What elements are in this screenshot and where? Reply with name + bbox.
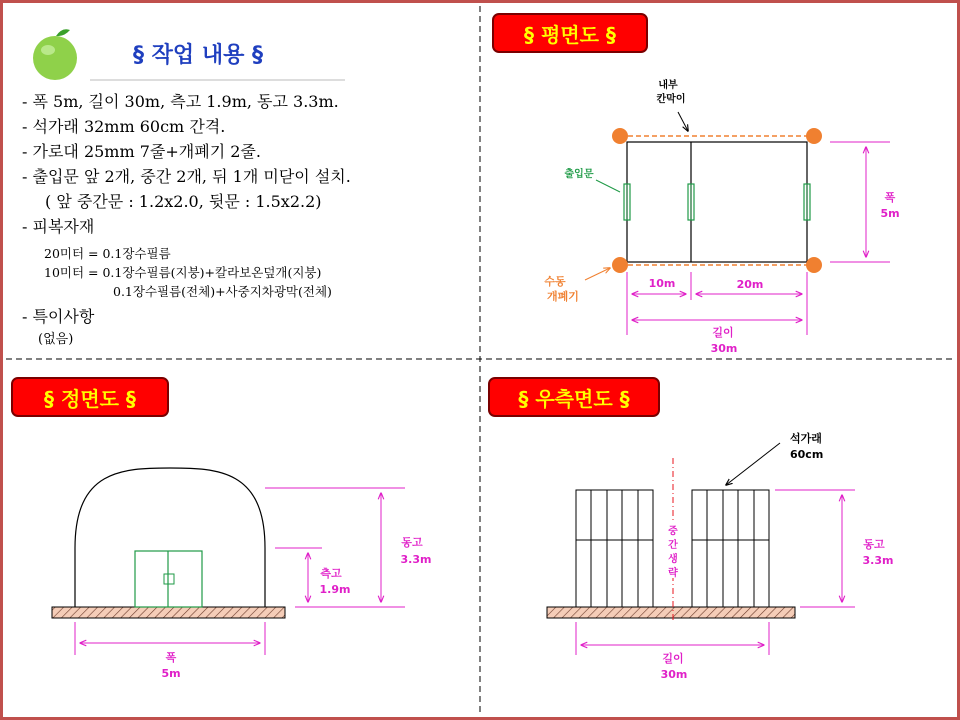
cover-line: 0.1장수필름(전체)+사중지차광막(전체)	[113, 284, 332, 299]
plan-length-label: 길이	[712, 326, 734, 339]
front-ground	[52, 607, 285, 618]
work-line: - 가로대 25mm 7줄+개폐기 2줄.	[22, 142, 261, 161]
rafter-group-left	[576, 490, 653, 607]
plan-width-label: 폭	[884, 191, 896, 204]
rafter-label: 60cm	[790, 448, 824, 461]
cover-line: 10미터 = 0.1장수필름(지붕)+칼라보온덮개(지붕)	[44, 265, 322, 280]
side-ground	[547, 607, 795, 618]
inner-curtain-arrow	[678, 112, 688, 131]
side-title-label	[489, 378, 659, 416]
special-title: - 특이사항	[22, 307, 95, 326]
side-title: § 우측면도 §	[518, 387, 630, 411]
work-line: - 출입문 앞 2개, 중간 2개, 뒤 1개 미닫이 설치.	[22, 167, 351, 186]
front-arch	[75, 468, 265, 607]
work-line: - 폭 5m, 길이 30m, 측고 1.9m, 동고 3.3m.	[22, 92, 339, 111]
side-ridge-label: 3.3m	[862, 554, 894, 567]
segment-10m-label: 10m	[648, 277, 676, 290]
segment-20m-label: 20m	[736, 278, 764, 291]
plan-title-label	[493, 14, 647, 52]
front-width-label: 5m	[161, 667, 181, 680]
omission-label-char: 략	[668, 568, 678, 579]
front-width-label: 폭	[165, 651, 177, 664]
manual-vent-arrow	[585, 268, 610, 280]
plan-length-label: 30m	[710, 342, 738, 355]
work-line: - 피복자재	[22, 217, 95, 236]
side-length-label: 길이	[662, 652, 684, 665]
work-lines	[22, 92, 351, 236]
front-ridge-label: 동고	[401, 536, 423, 549]
plan-width-label: 5m	[880, 207, 900, 220]
manual-vent-marker	[612, 128, 628, 144]
special-value: (없음)	[38, 332, 74, 347]
cover-lines	[44, 246, 332, 299]
door-pointer	[596, 180, 620, 192]
rafter-arrow	[726, 443, 780, 485]
side-ridge-label: 동고	[863, 538, 885, 551]
manual-vent-marker	[806, 128, 822, 144]
manual-vent-marker	[806, 257, 822, 273]
side-height-label: 1.9m	[319, 583, 351, 596]
door-label: 출입문	[564, 169, 594, 180]
rafter-group-right	[692, 490, 769, 607]
work-line: - 석가래 32mm 60cm 간격.	[22, 117, 226, 136]
front-ridge-label: 3.3m	[400, 553, 432, 566]
omission-label-char: 중	[668, 526, 678, 537]
manual-vent-label: 개폐기	[547, 290, 579, 303]
work-title: § 작업 내용 §	[133, 43, 263, 68]
inner-curtain-label: 칸막이	[656, 94, 686, 105]
omission-label-char: 간	[668, 540, 678, 551]
inner-curtain-label: 내부	[658, 80, 678, 91]
front-door	[135, 551, 202, 607]
work-line: ( 앞 중간문 : 1.2x2.0, 뒷문 : 1.5x2.2)	[45, 192, 322, 211]
front-title: § 정면도 §	[44, 387, 136, 411]
omission-label-char: 생	[668, 554, 678, 565]
plan-title: § 평면도 §	[524, 23, 616, 47]
side-height-label: 측고	[320, 567, 342, 580]
side-length-label: 30m	[660, 668, 688, 681]
rafter-label: 석가래	[790, 432, 822, 445]
cover-line: 20미터 = 0.1장수필름	[44, 246, 171, 261]
manual-vent-marker	[612, 257, 628, 273]
apple-icon	[33, 29, 77, 80]
front-title-label	[12, 378, 168, 416]
plan-outline	[627, 142, 807, 262]
manual-vent-label: 수동	[544, 275, 566, 288]
